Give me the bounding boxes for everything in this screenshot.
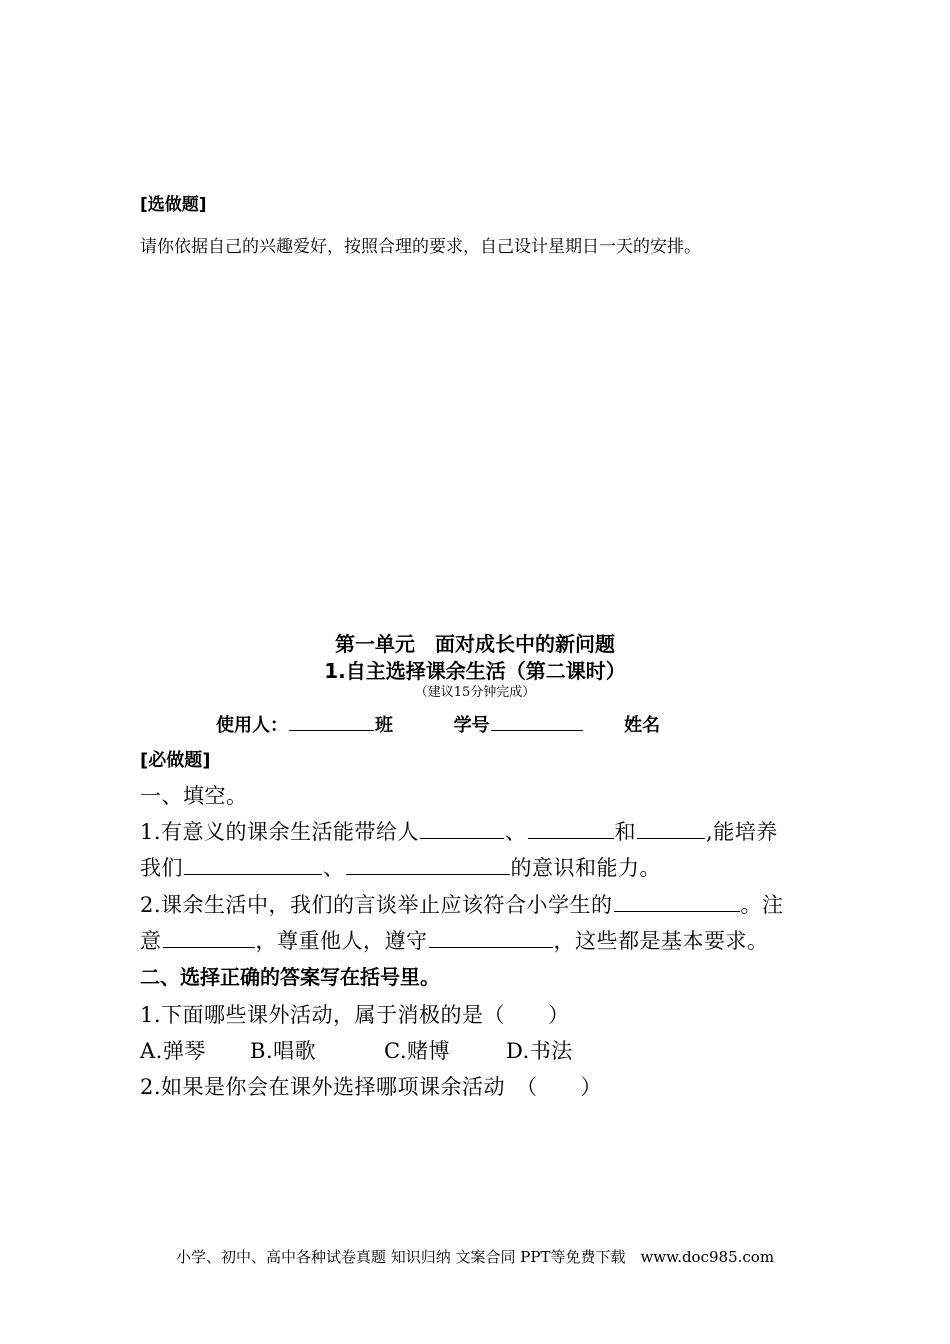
q2-blank-3[interactable]	[429, 946, 553, 948]
q2-text-a: 2.课余生活中，我们的言谈举止应该符合小学生的	[140, 893, 613, 917]
number-label: 学号	[453, 715, 490, 736]
name-label: 姓名	[624, 715, 661, 736]
class-label: 班	[375, 715, 393, 736]
q1-sep-2: 和	[614, 820, 637, 844]
q1-sep-1: 、	[505, 820, 527, 844]
fill-question-2-line1	[140, 889, 784, 919]
mc1-option-d[interactable]: D.书法	[506, 1039, 573, 1063]
q1-blank-3[interactable]	[637, 837, 705, 839]
q1-sep-3: 、	[323, 856, 345, 880]
footer-text: 小学、初中、高中各种试卷真题 知识归纳 文案合同 PPT等免费下载 www.doc985.com	[175, 1248, 775, 1266]
required-section-label: [必做题]	[140, 750, 211, 771]
mc-question-1-options	[140, 1035, 573, 1065]
q2-text-b: 。注	[740, 893, 784, 917]
q2-blank-1[interactable]	[614, 910, 740, 912]
q2-text-e: ，这些都是基本要求。	[553, 929, 769, 953]
q1-text-b: ,能培养	[706, 820, 778, 844]
mc-question-2: 2.如果是你会在课外选择哪项课余活动 （ ）	[140, 1075, 603, 1099]
q2-blank-2[interactable]	[163, 946, 255, 948]
q1-blank-1[interactable]	[420, 837, 504, 839]
mc-question-1: 1.下面哪些课外活动，属于消极的是（ ）	[140, 1003, 570, 1027]
q2-text-d: ，尊重他人，遵守	[255, 929, 428, 953]
fill-question-2-line2	[140, 925, 769, 955]
q2-text-c: 意	[140, 929, 162, 953]
part1-title: 一、填空。	[140, 784, 248, 808]
q1-blank-2[interactable]	[528, 837, 614, 839]
q1-blank-5[interactable]	[346, 873, 510, 875]
fill-question-1-line1	[140, 816, 778, 846]
user-label: 使用人：	[216, 715, 288, 736]
q1-text-a: 1.有意义的课余生活能带给人	[140, 820, 420, 844]
optional-section-label: [选做题]	[140, 195, 207, 215]
optional-instruction: 请你依据自己的兴趣爱好，按照合理的要求，自己设计星期日一天的安排。	[140, 237, 701, 257]
time-hint: （建议15分钟完成）	[414, 685, 536, 700]
user-blank[interactable]	[289, 729, 374, 731]
q1-text-d: 的意识和能力。	[510, 856, 661, 880]
q1-text-c: 我们	[140, 856, 183, 880]
mc1-option-b[interactable]: B.唱歌	[250, 1039, 317, 1063]
part2-title: 二、选择正确的答案写在括号里。	[140, 965, 440, 989]
q1-blank-4[interactable]	[184, 873, 322, 875]
mc1-option-a[interactable]: A.弹琴	[140, 1039, 206, 1063]
lesson-title: 1.自主选择课余生活（第二课时）	[324, 659, 626, 683]
number-blank[interactable]	[491, 729, 583, 731]
student-info-row	[216, 711, 660, 737]
fill-question-1-line2	[140, 852, 661, 882]
mc1-option-c[interactable]: C.赌博	[384, 1039, 450, 1063]
unit-title: 第一单元 面对成长中的新问题	[335, 632, 615, 656]
